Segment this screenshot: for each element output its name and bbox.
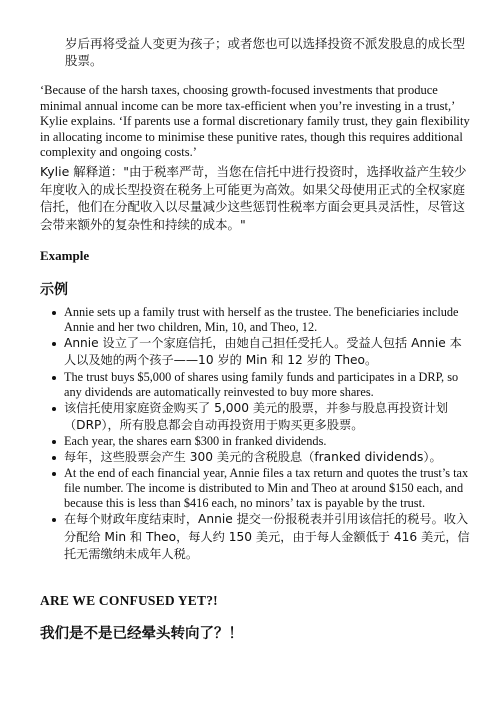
bullet-item-cn: Annie 设立了一个家庭信托，由她自己担任受托人。受益人包括 Annie 本人以及她的两个孩子——10 岁的 Min 和 12 岁的 Theo。 [40,335,470,370]
quote-paragraph-en: ‘Because of the harsh taxes, choosing growth-focused investments that produce minimal annual income can be more tax-efficient when you’re investing in a trust,’ Kylie explains. ‘If parents use a formal discretionary family trust, they gain flexibility in allocating income to minimise these punitive rates, though this requires additional complexity and ongoing costs.’ [40,83,470,159]
bullet-item-en: At the end of each financial year, Annie files a tax return and quotes the trust’s tax file number. The income is distributed to Min and Theo at around $150 each, and because this is less than $416 each, no minors’ tax is payable by the trust. [40,466,470,511]
bullet-item-en: Each year, the shares earn $300 in franked dividends. [40,434,470,449]
example-heading-cn: 示例 [40,282,68,298]
bullet-item-cn: 该信托使用家庭资金购买了 5,000 美元的股票，并参与股息再投资计划（DRP），所有股息都会自动再投资用于购买更多股票。 [40,400,470,435]
closing-heading-cn: 我们是不是已经晕头转向了？！ [40,626,243,642]
bullet-item-en: The trust buys $5,000 of shares using family funds and participates in a DRP, so any dividends are automatically reinvested to buy more shares. [40,370,470,400]
bullet-item-cn: 在每个财政年度结束时，Annie 提交一份报税表并引用该信托的税号。收入分配给 Min 和 Theo，每人约 150 美元，由于每人金额低于 416 美元，信托无需缴纳未成年人税。 [40,511,470,563]
example-heading-en: Example [40,248,90,263]
intro-paragraph-cn: 岁后再将受益人变更为孩子；或者您也可以选择投资不派发股息的成长型股票。 [65,36,466,68]
closing-heading-en: ARE WE CONFUSED YET?! [40,593,218,608]
bullet-item-en: Annie sets up a family trust with herself as the trustee. The beneficiaries include Annie and her two children, Min, 10, and Theo, 12. [40,305,470,335]
bullet-item-cn: 每年，这些股票会产生 300 美元的含税股息（franked dividends）。 [40,449,470,466]
example-bullet-list [40,305,470,563]
quote-paragraph-cn: Kylie 解释道："由于税率严苛，当您在信托中进行投资时，选择收益产生较少年度收入的成长型投资在税务上可能更为高效。如果父母使用正式的全权家庭信托，他们在分配收入以尽量减少这些惩罚性税率方面会更具灵活性，尽管这会带来额外的复杂性和持续的成本。" [40,164,467,232]
